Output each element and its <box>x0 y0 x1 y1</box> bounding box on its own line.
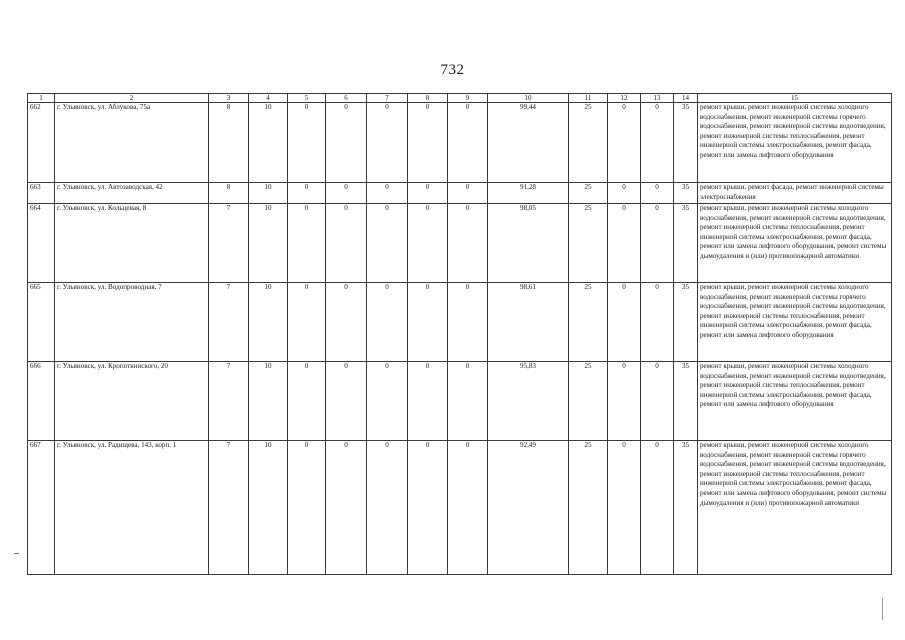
column-header: 11 <box>569 94 608 103</box>
cell-col3: 7 <box>209 362 249 441</box>
cell-col4: 10 <box>249 441 288 575</box>
cell-col7: 0 <box>367 283 408 362</box>
table-row <box>28 103 892 183</box>
building-address: г. Ульяновск, ул. Радищева, 143, корп. 1 <box>55 441 209 575</box>
table-row <box>28 183 892 204</box>
cell-col5: 0 <box>288 103 326 183</box>
cell-col6: 0 <box>326 362 367 441</box>
cell-col7: 0 <box>367 103 408 183</box>
cell-col9: 0 <box>448 283 488 362</box>
cell-col8: 0 <box>408 204 448 283</box>
cell-col11: 25 <box>569 204 608 283</box>
cell-col9: 0 <box>448 103 488 183</box>
cell-col6: 0 <box>326 103 367 183</box>
cell-col3: 8 <box>209 183 249 204</box>
cell-col3: 8 <box>209 103 249 183</box>
column-header: 3 <box>209 94 249 103</box>
cell-col14: 35 <box>674 362 698 441</box>
row-number: 667 <box>28 441 55 575</box>
building-address: г. Ульяновск, ул. Кольцевая, 8 <box>55 204 209 283</box>
building-address: г. Ульяновск, ул. Водопроводная, 7 <box>55 283 209 362</box>
cell-col7: 0 <box>367 362 408 441</box>
cell-col11: 25 <box>569 441 608 575</box>
cell-col13: 0 <box>641 441 674 575</box>
building-address: г. Ульяновск, ул. Аблукова, 75а <box>55 103 209 183</box>
column-header: 15 <box>698 94 892 103</box>
cell-col7: 0 <box>367 204 408 283</box>
column-header: 1 <box>28 94 55 103</box>
cell-col5: 0 <box>288 183 326 204</box>
cell-col12: 0 <box>608 183 641 204</box>
cell-col12: 0 <box>608 362 641 441</box>
page-number: 732 <box>440 62 465 78</box>
cell-col10: 95,83 <box>488 362 569 441</box>
cell-col13: 0 <box>641 103 674 183</box>
cell-col12: 0 <box>608 204 641 283</box>
column-header: 4 <box>249 94 288 103</box>
row-number: 662 <box>28 103 55 183</box>
repair-works: ремонт крыши, ремонт инженерной системы холодного водоснабжения, ремонт инженерной системы водоотведения, ремонт инженерной системы теплоснабжения, ремонт инженерной системы электроснабжения, ремонт фасада, ремонт или замена лифтового оборудования, ремонт системы дымоудаления и (или) противопожарной автоматики <box>698 204 892 283</box>
cell-col10: 92,49 <box>488 441 569 575</box>
column-header: 13 <box>641 94 674 103</box>
cell-col11: 25 <box>569 103 608 183</box>
header-row <box>28 94 892 103</box>
table-row <box>28 362 892 441</box>
cell-col10: 91,28 <box>488 183 569 204</box>
cell-col6: 0 <box>326 204 367 283</box>
scan-mark <box>14 553 19 554</box>
column-header: 10 <box>488 94 569 103</box>
cell-col4: 10 <box>249 283 288 362</box>
column-header: 6 <box>326 94 367 103</box>
cell-col13: 0 <box>641 283 674 362</box>
repair-works: ремонт крыши, ремонт инженерной системы холодного водоснабжения, ремонт инженерной системы горячего водоснабжения, ремонт инженерной системы водоотведения, ремонт инженерной системы теплоснабжения, ремонт инженерной системы электроснабжения, ремонт фасада, ремонт или замена лифтового оборудования, ремонт системы дымоудаления и (или) противопожарной автоматики <box>698 441 892 575</box>
repair-works: ремонт крыши, ремонт инженерной системы холодного водоснабжения, ремонт инженерной системы горячего водоснабжения, ремонт инженерной системы водоотведения, ремонт инженерной системы теплоснабжения, ремонт инженерной системы электроснабжения, ремонт фасада, ремонт или замена лифтового оборудования <box>698 103 892 183</box>
cell-col6: 0 <box>326 183 367 204</box>
cell-col8: 0 <box>408 103 448 183</box>
cell-col8: 0 <box>408 441 448 575</box>
cell-col14: 35 <box>674 283 698 362</box>
row-number: 664 <box>28 204 55 283</box>
cell-col14: 35 <box>674 204 698 283</box>
column-header: 12 <box>608 94 641 103</box>
cell-col9: 0 <box>448 362 488 441</box>
cell-col12: 0 <box>608 103 641 183</box>
cell-col9: 0 <box>448 441 488 575</box>
column-header: 5 <box>288 94 326 103</box>
repair-works: ремонт крыши, ремонт инженерной системы холодного водоснабжения, ремонт инженерной системы горячего водоснабжения, ремонт инженерной системы водоотведения, ремонт инженерной системы теплоснабжения, ремонт инженерной системы электроснабжения, ремонт фасада, ремонт или замена лифтового оборудования <box>698 283 892 362</box>
cell-col13: 0 <box>641 362 674 441</box>
cell-col4: 10 <box>249 183 288 204</box>
row-number: 663 <box>28 183 55 204</box>
cell-col12: 0 <box>608 283 641 362</box>
repair-works: ремонт крыши, ремонт инженерной системы холодного водоснабжения, ремонт инженерной системы водоотведения, ремонт инженерной системы теплоснабжения, ремонт инженерной системы электроснабжения, ремонт фасада, ремонт или замена лифтового оборудования <box>698 362 892 441</box>
cell-col9: 0 <box>448 183 488 204</box>
cell-col13: 0 <box>641 183 674 204</box>
row-number: 665 <box>28 283 55 362</box>
cell-col11: 25 <box>569 283 608 362</box>
cell-col10: 98,61 <box>488 283 569 362</box>
column-header: 2 <box>55 94 209 103</box>
table-row <box>28 204 892 283</box>
cell-col8: 0 <box>408 183 448 204</box>
cell-col8: 0 <box>408 362 448 441</box>
cell-col11: 25 <box>569 183 608 204</box>
capital-repair-table <box>27 93 892 575</box>
cell-col7: 0 <box>367 441 408 575</box>
cell-col4: 10 <box>249 103 288 183</box>
cell-col5: 0 <box>288 204 326 283</box>
cell-col8: 0 <box>408 283 448 362</box>
cell-col4: 10 <box>249 204 288 283</box>
building-address: г. Ульяновск, ул. Кропоткинского, 20 <box>55 362 209 441</box>
cell-col6: 0 <box>326 283 367 362</box>
scan-mark <box>882 598 883 620</box>
cell-col4: 10 <box>249 362 288 441</box>
column-header: 9 <box>448 94 488 103</box>
cell-col6: 0 <box>326 441 367 575</box>
cell-col3: 7 <box>209 283 249 362</box>
cell-col5: 0 <box>288 283 326 362</box>
column-header: 8 <box>408 94 448 103</box>
cell-col12: 0 <box>608 441 641 575</box>
table-row <box>28 283 892 362</box>
column-header: 7 <box>367 94 408 103</box>
cell-col14: 35 <box>674 103 698 183</box>
repair-works: ремонт крыши, ремонт фасада, ремонт инженерной системы электроснабжения <box>698 183 892 204</box>
cell-col3: 7 <box>209 441 249 575</box>
cell-col10: 99,44 <box>488 103 569 183</box>
building-address: г. Ульяновск, ул. Автозаводская, 42 <box>55 183 209 204</box>
cell-col3: 7 <box>209 204 249 283</box>
cell-col11: 25 <box>569 362 608 441</box>
cell-col5: 0 <box>288 362 326 441</box>
cell-col5: 0 <box>288 441 326 575</box>
cell-col14: 35 <box>674 183 698 204</box>
row-number: 666 <box>28 362 55 441</box>
cell-col14: 35 <box>674 441 698 575</box>
cell-col10: 98,05 <box>488 204 569 283</box>
cell-col13: 0 <box>641 204 674 283</box>
column-header: 14 <box>674 94 698 103</box>
cell-col9: 0 <box>448 204 488 283</box>
cell-col7: 0 <box>367 183 408 204</box>
table-row <box>28 441 892 575</box>
